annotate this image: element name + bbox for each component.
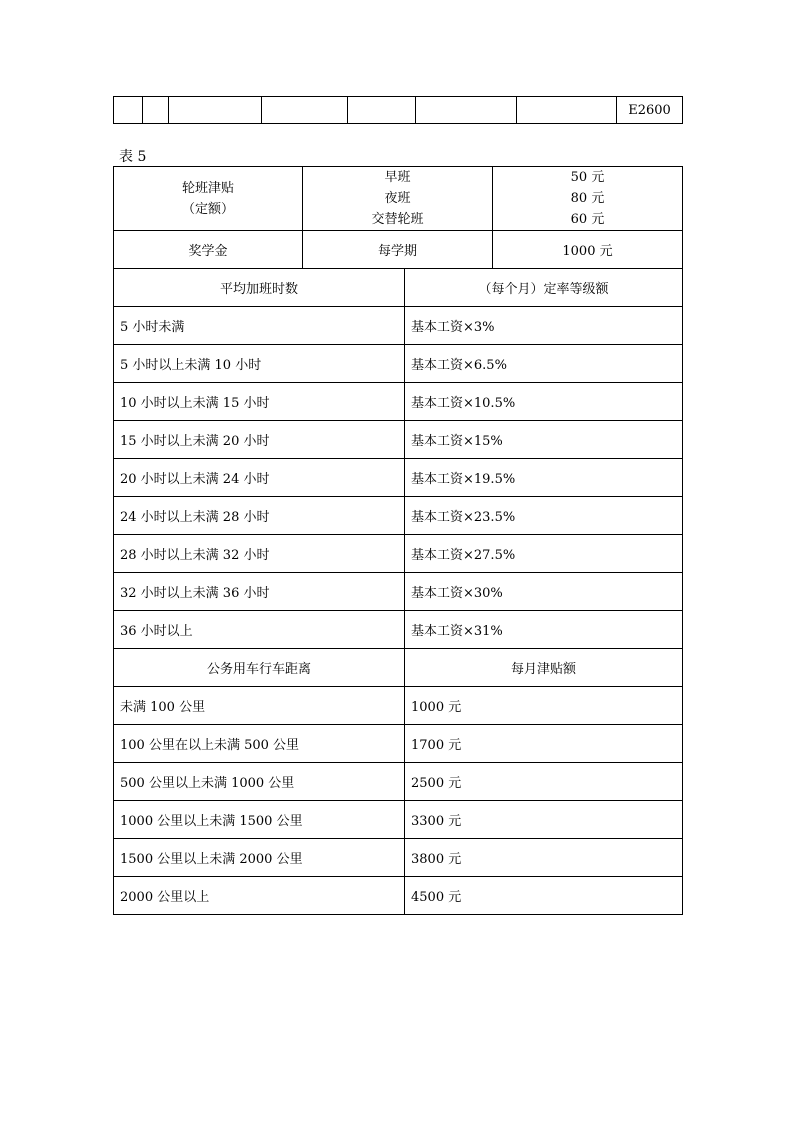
shift-type: 早班	[384, 170, 411, 185]
overtime-range: 20 小时以上未满 24 小时	[114, 459, 405, 497]
table-row	[114, 383, 683, 421]
table-row	[114, 839, 683, 877]
table-cell	[348, 97, 416, 124]
overtime-rate: 基本工资×31%	[405, 611, 683, 649]
allowance-table	[113, 166, 683, 269]
shift-amount: 50 元	[570, 170, 605, 185]
vehicle-distance: 100 公里在以上未满 500 公里	[114, 725, 405, 763]
table-row	[114, 497, 683, 535]
shift-amounts	[493, 167, 683, 231]
table-row	[114, 459, 683, 497]
table-cell: E2600	[617, 97, 683, 124]
table-row	[114, 345, 683, 383]
overtime-rate: 基本工资×15%	[405, 421, 683, 459]
vehicle-header-distance: 公务用车行车距离	[114, 649, 405, 687]
table-cell	[114, 97, 143, 124]
vehicle-allowance: 2500 元	[405, 763, 683, 801]
shift-type: 夜班	[384, 191, 411, 206]
overtime-header-hours: 平均加班时数	[114, 269, 405, 307]
overtime-rate: 基本工资×30%	[405, 573, 683, 611]
vehicle-allowance: 3300 元	[405, 801, 683, 839]
overtime-rate: 基本工资×23.5%	[405, 497, 683, 535]
table-row	[114, 535, 683, 573]
overtime-range: 24 小时以上未满 28 小时	[114, 497, 405, 535]
overtime-vehicle-table	[113, 268, 683, 915]
vehicle-allowance: 1000 元	[405, 687, 683, 725]
shift-allowance-row	[114, 167, 683, 231]
table-row	[114, 687, 683, 725]
overtime-rate: 基本工资×6.5%	[405, 345, 683, 383]
vehicle-allowance: 4500 元	[405, 877, 683, 915]
table-row	[114, 611, 683, 649]
label-line: （定额）	[181, 201, 234, 217]
shift-allowance-label	[114, 167, 303, 231]
scholarship-period: 每学期	[303, 231, 493, 269]
top-table-fragment	[113, 96, 683, 124]
table-row	[114, 97, 683, 124]
overtime-rate: 基本工资×27.5%	[405, 535, 683, 573]
table-cell	[517, 97, 617, 124]
overtime-range: 15 小时以上未满 20 小时	[114, 421, 405, 459]
overtime-header-row	[114, 269, 683, 307]
vehicle-distance: 2000 公里以上	[114, 877, 405, 915]
shift-amount: 60 元	[570, 212, 605, 227]
vehicle-distance: 未满 100 公里	[114, 687, 405, 725]
overtime-range: 10 小时以上未满 15 小时	[114, 383, 405, 421]
overtime-range: 5 小时未满	[114, 307, 405, 345]
vehicle-header-allowance: 每月津贴额	[405, 649, 683, 687]
overtime-rate: 基本工资×19.5%	[405, 459, 683, 497]
overtime-range: 28 小时以上未满 32 小时	[114, 535, 405, 573]
overtime-range: 5 小时以上未满 10 小时	[114, 345, 405, 383]
overtime-range: 36 小时以上	[114, 611, 405, 649]
table-row	[114, 307, 683, 345]
overtime-header-rate: （每个月）定率等级额	[405, 269, 683, 307]
table-row	[114, 573, 683, 611]
scholarship-amount: 1000 元	[493, 231, 683, 269]
vehicle-header-row	[114, 649, 683, 687]
vehicle-distance: 500 公里以上未满 1000 公里	[114, 763, 405, 801]
vehicle-distance: 1000 公里以上未满 1500 公里	[114, 801, 405, 839]
table-cell	[143, 97, 169, 124]
table-cell	[262, 97, 348, 124]
shift-types	[303, 167, 493, 231]
table-row	[114, 877, 683, 915]
shift-amount: 80 元	[570, 191, 605, 206]
table-row	[114, 763, 683, 801]
table-row	[114, 725, 683, 763]
scholarship-label: 奖学金	[114, 231, 303, 269]
table-cell	[416, 97, 517, 124]
table-cell	[169, 97, 262, 124]
overtime-rate: 基本工资×3%	[405, 307, 683, 345]
label-line: 轮班津贴	[181, 180, 234, 196]
shift-type: 交替轮班	[371, 212, 424, 227]
vehicle-allowance: 1700 元	[405, 725, 683, 763]
vehicle-allowance: 3800 元	[405, 839, 683, 877]
vehicle-distance: 1500 公里以上未满 2000 公里	[114, 839, 405, 877]
table-row	[114, 801, 683, 839]
overtime-rate: 基本工资×10.5%	[405, 383, 683, 421]
scholarship-row	[114, 231, 683, 269]
table-row	[114, 421, 683, 459]
table-caption: 表 5	[119, 149, 147, 165]
overtime-range: 32 小时以上未满 36 小时	[114, 573, 405, 611]
